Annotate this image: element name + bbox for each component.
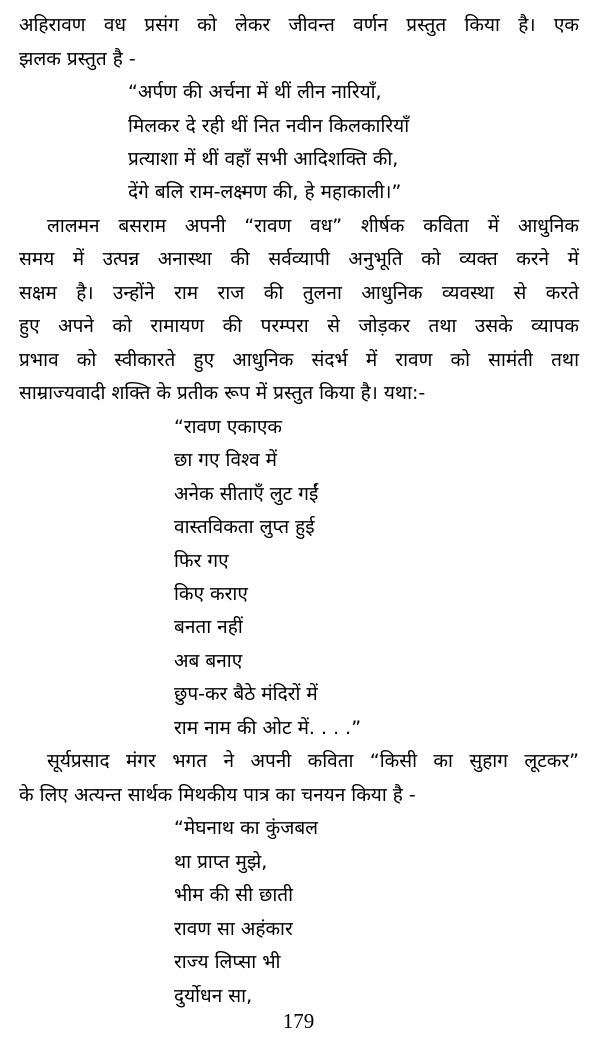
verse-2-line: छा गए विश्व में xyxy=(174,449,278,471)
paragraph-1-line-2: झलक प्रस्तुत है - xyxy=(19,48,136,70)
verse-2-line: वास्तविकता लुप्त हुई xyxy=(174,516,315,538)
paragraph-2-line: सक्षम है। उन्होंने राम राज की तुलना आधुनिक व्यवस्था से करते xyxy=(19,282,579,304)
paragraph-2-line: साम्राज्यवादी शक्ति के प्रतीक रूप में प्रस्तुत किया है। यथा:- xyxy=(19,382,426,404)
paragraph-2-line: हुए अपने को रामायण की परम्परा से जोड़कर तथा उसके व्यापक xyxy=(19,315,579,337)
verse-2-line: राम नाम की ओट में. . . .” xyxy=(174,717,362,739)
verse-3-line: भीम की सी छाती xyxy=(174,884,294,906)
verse-2-line: छुप-कर बैठे मंदिरों में xyxy=(174,683,318,705)
verse-2-line: बनता नहीं xyxy=(174,616,243,638)
verse-1-line: “अर्पण की अर्चना में थीं लीन नारियाँ, xyxy=(128,81,382,103)
paragraph-1-line-1: अहिरावण वध प्रसंग को लेकर जीवन्त वर्णन प्रस्तुत किया है। एक xyxy=(19,14,579,36)
verse-3-line: “मेघनाथ का कुंजबल xyxy=(174,817,319,839)
verse-2-line: किए कराए xyxy=(174,583,248,605)
verse-2-line: फिर गए xyxy=(174,550,229,572)
paragraph-3-line: सूर्यप्रसाद मंगर भगत ने अपनी कविता “किसी का सुहाग लूटकर” xyxy=(47,750,579,772)
verse-3-line: था प्राप्त मुझे, xyxy=(174,851,268,873)
verse-1-line: देंगे बलि राम-लक्ष्मण की, हे महाकाली।” xyxy=(128,181,402,203)
verse-1-line: प्रत्याशा में थीं वहाँ सभी आदिशक्ति की, xyxy=(128,148,399,170)
verse-3-line: दुर्योधन सा, xyxy=(174,985,253,1007)
paragraph-3-line: के लिए अत्यन्त सार्थक मिथकीय पात्र का चनयन किया है - xyxy=(19,784,416,806)
paragraph-2-line: समय में उत्पन्न अनास्था की सर्वव्यापी अनुभूति को व्यक्त करने में xyxy=(19,248,579,270)
verse-3-line: रावण सा अहंकार xyxy=(174,918,293,940)
paragraph-2-line: प्रभाव को स्वीकारते हुए आधुनिक संदर्भ में रावण को सामंती तथा xyxy=(19,349,579,371)
paragraph-2-line: लालमन बसराम अपनी “रावण वध” शीर्षक कविता में आधुनिक xyxy=(47,215,579,237)
verse-2-line: अब बनाए xyxy=(174,650,243,672)
verse-2-line: “रावण एकाएक xyxy=(174,416,282,438)
verse-2-line: अनेक सीताएँ लुट गईं xyxy=(174,483,319,505)
page-number: 179 xyxy=(282,1009,315,1033)
verse-3-line: राज्य लिप्सा भी xyxy=(174,951,281,973)
verse-1-line: मिलकर दे रही थीं नित नवीन किलकारियाँ xyxy=(128,115,410,137)
